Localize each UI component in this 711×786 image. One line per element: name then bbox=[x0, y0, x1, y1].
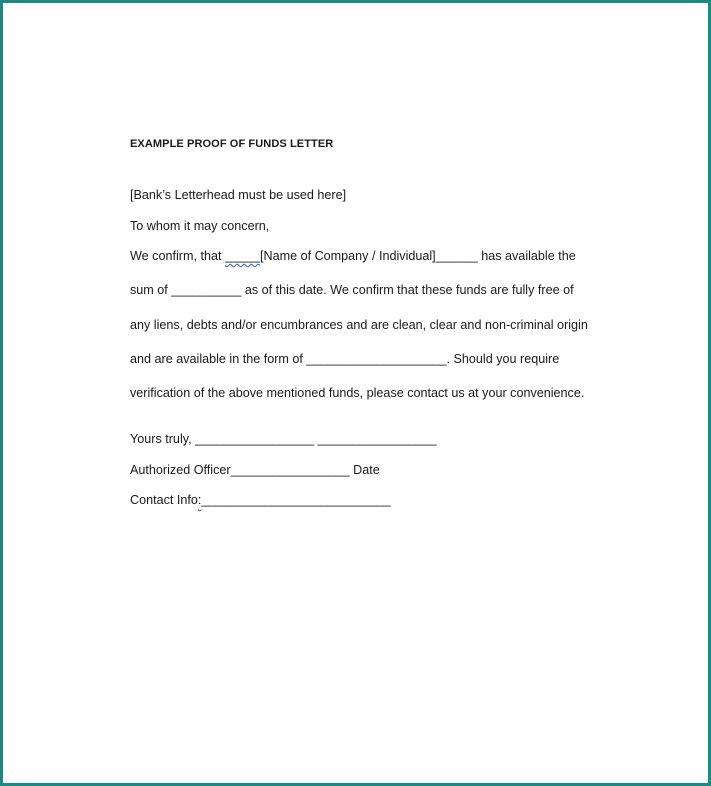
contact-line bbox=[130, 492, 391, 508]
letterhead-note: [Bank’s Letterhead must be used here] bbox=[130, 188, 347, 202]
name-blank: _____ bbox=[224, 249, 260, 263]
contact-blank: ___________________________ bbox=[201, 493, 391, 507]
salutation: To whom it may concern, bbox=[130, 219, 270, 233]
body-line-4: and are available in the form of ____________________. Should you require bbox=[130, 352, 560, 366]
body-line-1-post: [Name of Company / Individual]______ has available the bbox=[259, 249, 576, 263]
contact-label: Contact Info bbox=[130, 493, 198, 507]
body-line-5: verification of the above mentioned funds, please contact us at your convenience. bbox=[130, 386, 585, 400]
body-line-3: any liens, debts and/or encumbrances and are clean, clear and non-criminal origin bbox=[130, 318, 588, 332]
contact-colon: : bbox=[197, 493, 202, 507]
closing-line: Yours truly, _________________ _________________ bbox=[130, 432, 437, 446]
body-line-1 bbox=[130, 248, 576, 264]
body-line-1-pre: We confirm, that bbox=[130, 249, 225, 263]
officer-line: Authorized Officer_________________ Date bbox=[130, 463, 380, 477]
body-line-2: sum of __________ as of this date. We confirm that these funds are fully free of bbox=[130, 283, 574, 297]
letter-title: EXAMPLE PROOF OF FUNDS LETTER bbox=[130, 138, 334, 150]
